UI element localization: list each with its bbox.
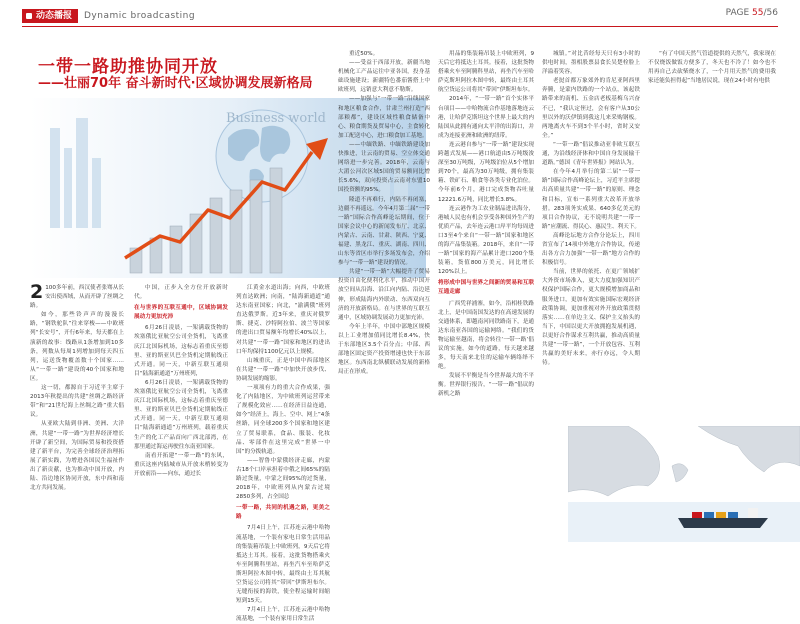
text-column-2: 中国，正步入全方位开放新时代。 在与世界的互联互通中，区域协调发展动力更加充沛 6月26日凌晨，一架满载货物的埃塞俄比亚航空公司全货机，飞离重庆江北国际机场，这标志着重庆至德里、亚的斯亚贝巴全货机定期航线正式开通。同一天，中新互联互通项目“陆海新通道”万州班列， 6月26日凌晨，一架满载货物的埃塞俄比亚航空公司全货机，飞离重庆江北国际机场，这标志着重庆至德里、亚的斯亚贝巴全货机定期航线正式开通。同一天，中新互联互通项目“陆海新通道”万州班列，载着重庆生产的化工产品首向广西北部湾，在那里通过海运再驶往东南亚国家。 南看开拓建“一带一路”的东风，重庆这座内陆城市从开放末梢转变为开放前沿——向东，通过长: [134, 285, 228, 477]
section-heading: 在与世界的互联互通中，区域协调发展动力更加充沛: [134, 305, 228, 321]
header-rule: [22, 26, 778, 27]
section-heading: 将形成中国与世界之间新的贸易和互联互通走廊: [438, 280, 534, 296]
article-subtitle: ——壮丽70年 奋斗新时代·区域协调发展新格局: [38, 76, 313, 91]
section-english: Dynamic broadcasting: [84, 11, 196, 21]
section-heading: 一带一路，共同的机遇之路，更美之路: [236, 505, 330, 521]
text-column-7: “有了中国天然气管道提供的天然气，我家现在不仅烧饭做饭方便多了，冬天也不冷了！如今也不用再自己去砍柴烧水了，一个月用天然气的费用我家还能负担得起”当地居民说，现在24小时有电供: [648, 51, 776, 85]
text-column-1: 2 100多年前，西汉使者张骞从长安出使西域，从而开辟了丝绸之路。 如今，那些铃声声的漫漫长路，“钢铁驼队”往来穿梭——中欧班列“长安号”，开行6年来，每天都在上演新的故事：线路从1条增加到10多条，列数从每周1列增加到每天四五列，运送货物覆盖数十个国家……从“一带一路”建设的40个国家和地区。 这一切，都源自于习近平主席于2013年秋提出的共建“丝绸之路经济带”和“21世纪海上丝绸之路”重大倡议。 从亚欧大陆到非洲、美洲、大洋洲，共建“一带一路”为世界经济增长开辟了新空间，为国际贸易和投资搭建了新平台，为完善全球经济治理拓展了新实践，为增进各国民生福祉作出了新贡献，也为推动中国开放，内陆、沿边地区协同开放，东中西和南北方共同发展。: [30, 281, 124, 492]
article-title: 一带一路助推协同开放: [38, 57, 218, 77]
text-column-5: 用品的集装箱吊装上中欧班列，9天后它将抵达土耳其。接着，这批货物搭乘火车至阿腾科里站，再坐汽车至哈萨克斯坦阿拉木图中转，最终由土耳其航空货运公司将其“带回”伊斯坦布尔。 2014年，“一带一路”首个实体平台项目——中哈物流合作基地落地连云港，让哈萨克斯坦这个世界上最大的内陆国从此拥有通向太平洋的出海口，并成为连接亚洲和欧洲的纽带。 连云港自参与“一带一路”建设实现跨越式发展——港口航道由5万吨级浚深至30万吨级，万吨级泊位从5个增加到70个，最高为30万吨级，拥有集装箱、铁矿石、粮食等各类专业化泊位。今年前6个月，港口完成货物吞吐量12221.6万吨，同比增长3.8%。 连云港作为工农业制品进出海分，港城人民也有机会享受各种国外生产的优质产品，去年连云港口岸平均每周进口3至4个来自“一带一路”国家和地区的海产品集装箱。2018年，来自“一带一路”国家的海产品累计进口200个集装箱，货值800万美元，同比增长120%以上。 将形成中国与世界之间新的贸易和互联互通走廊 广西凭祥浦寨，如今，沿相桂铁路北上，是中国南国发达的在高速发展的交通体系，即越南河同铁路南下，是通达东南亚各国的运输网络。“我们的货物运输至越南，将会转往‘一带一路’倡议的实施，如今的道路，每天越来越多，每天南来北往的运输车辆络绎不绝。 发展不平衡是当今世界最大的不平衡。世界银行报告，“一带一路”倡议的新机之路: [438, 51, 534, 398]
page-number: PAGE 55/56: [725, 8, 778, 18]
page-header: [0, 0, 800, 30]
text-column-6: 城镇。”对比昔经每天只有3小时的供电时间，墨相股票县食长吴楚栓脸上洋溢着笑容。 老挝首都万象郊外的肯尼亚阿西里奔腾，是蒙内铁路的一个站点，该起铁路带来的南机、五金店老板基梅乌兴奋不已，“我认定侄过，会有客户从30公里以外的沃伊镇到我这儿来采购钢板。两地离火车不到3个半小时，省时又安全。” “一带一路”倡议推动亚非欧互联互通，为沿线经济体和中国自身发展输干道路。”德国《青年世界报》网站认为。 在今年4月举行的第二届“一带一路”国际合作高峰论坛上，习近平主席提出高质量共建“一带一路”的原则、理念和目标，宣布一系列重大改革开放举措。283项务实成果、640多亿美元的项目合作协议，无不说明共建“一带一路”应潮流、得民心、惠民生、利天下。 高峰论坛地方合作分论坛上，四川省宣布了14项中外地方合作协议，传递出各方合力加强“一带一路”地方合作的积极信号。 当前，世界的依托、在更广领域扩大外资市场准入，更大力度加强知识产权保护国际合作，更大规模增加商品和服务进口，更加有效实施国际宏观经济政策协调，更加重视对外开放政策贯彻落实……在单边主义、保护主义抬头的当下，中国以更大开放拥抱发展机遇，以更好合作谋求互利共赢，推动高质量共建“一带一路”，一个开放包容、互利共赢的美好未来，亦行亦远，令人期待。: [542, 51, 640, 367]
image-caption-text: Business world: [226, 111, 326, 126]
map-ship-image: [568, 426, 800, 542]
section-badge: 动态播报: [22, 9, 78, 23]
text-column-3: 江黄金水道出海；向西，中欧班列直达欧洲；向南，“陆海新通道”通达东南亚国家；向北，“渝满俄”班列直达俄罗斯。近3年来，重庆对俄罗斯、捷克、沙特阿拉伯、波兰等国家的进出口贸易额年均增长40%以上，对共建“一带一路”国家和地区的进出口年均保持1100亿元以上规模。 山城重庆，正是中国中西部地区在共建“一带一路”中加快开放步伐、协调发展的缩影。 一项项有力的重大合作成果，强化了内陆地区，为中欧班列运营带来了规模化效应……在经济日益连通，如今“经济上，海上、空中、网上”4条丝路，同全球200多个国家和地区建立了贸易联系，食品、服装、化妆品、零部件在这里完成“世界一中国”的分拨轨道。 ——智鲁中蒙俄经济走廊，内蒙古18个口岸承担着中俄之间65%的陆路过货量，中蒙之间95%的过货量，2018年，中欧班列从内蒙古过境2850多列，占全国总 一带一路，共同的机遇之路，更美之路 7月4日上午，江苏连云港中哈物流基地，一个装有家电日常生活用品的集装箱吊装上中欧班列，9天后它将抵达土耳其。接着，这批货物搭乘火车至阿腾科里站，再坐汽车至哈萨克斯坦阿拉木图中转，最终由土耳其航空货运公司将其“带回”伊斯坦布尔。无缝衔接的海铁，使全程运输时间缩短到15天。 7月4日上午，江苏连云港中哈物流基地，一个装有家用日常生活: [236, 285, 330, 623]
text-column-4: 重近50%。 ——受益于西部开放，新疆当地机械化工产品运往中亚各国，投身基础设施建设；新疆特色番茄酱搭上中欧班列，远销意大利意不勒斯。 ——加强与“一带一路”沿线国家和地区粮食合作，甘肃兰州打造“西部粮都”，建设区域性粮食储备中心、粮食期货及贸易中心，主食转化加工配送中心，进口粮食加工基地。 ——中缅铁路、中缅铁路建设加快推进，让云南的贸易、空立体交通网络进一步完善。2018年，云南与大湄公河次区域5国的贸易额同比增长5.6%，双向投资占云南对东盟10国投资额的95%。 隆道不再难行，内陆不再闭塞，边疆不再遥远。今年4月第二届“一带一路”国际合作高峰论坛期间，位于国家会议中心的新闻发布厅、北京、内蒙古、云南、甘肃、陕西、宁夏、福建、黑龙江、重庆、湖南、四川、山东等省区市举行多场发布会，介绍参与“一带一路”建设的情况。 共建“一带一路”大幅提升了贸易投资自由化便利化水平，推动中国开放空间从沿海、沿江向内陆、沿边延伸，形成陆海内外联动、东西双向互济的开放新格局。在与世界的互联互通中，区域协调发展动力更加充沛。 今年上半年，中国中部地区规模以上工业增加值同比增长8.4%，快于东部地区3.5个百分点；中部、西部地区固定资产投资增速也快于东部地区。东西南北纵横联动发展的新格局正在形成。: [338, 51, 430, 376]
drop-cap: 2: [30, 281, 44, 303]
